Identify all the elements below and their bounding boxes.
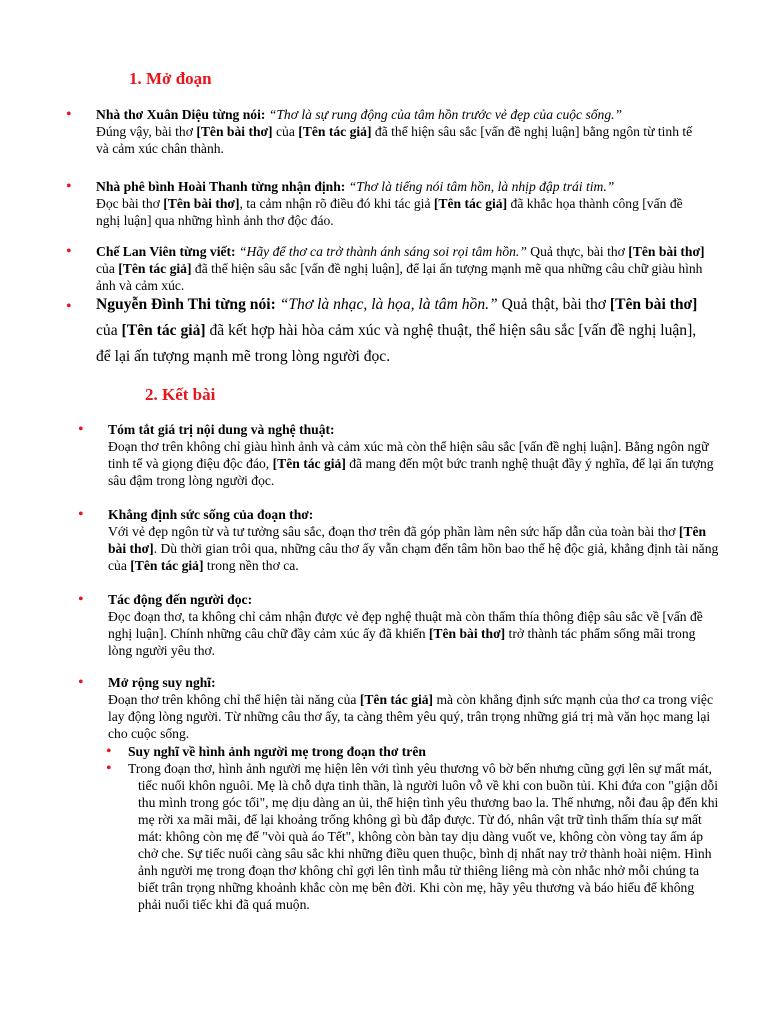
paragraph: Nguyễn Đình Thi từng nói: “Thơ là nhạc, là họa, là tâm hồn.” Quả thật, bài thơ [Tên bài thơ] của [Tên tác giả] đã kết hợp hài hòa cảm xúc và nghệ thuật, thể hiện sâu sắc [vấn đề nghị luận], để lại ấn tượng mạnh mẽ trong lòng người đọc. [96,296,698,365]
section-heading-ket-bai: 2. Kết bài [145,385,216,404]
bullet-icon: • [78,591,84,608]
list-item [78,591,718,674]
list-item [78,421,718,506]
list-item: • Suy nghĩ về hình ảnh người mẹ trong đoạn thơ trên [106,743,426,760]
paragraph: Tóm tắt giá trị nội dung và nghệ thuật: Đoạn thơ trên không chỉ giàu hình ảnh và cảm xúc mà còn thể hiện sâu sắc [vấn đề nghị luận]. Bằng ngôn ngữ tinh tế và giọng điệu độc đáo, [Tên tác giả] đã mang đến một bức tranh nghệ thuật đầy ý nghĩa, để lại ấn tượng sâu đậm trong lòng người đọc. [108,422,714,488]
bullet-icon: • [66,106,72,123]
paragraph: Nhà phê bình Hoài Thanh từng nhận định: “Thơ là tiếng nói tâm hồn, là nhịp đập trái tim.” Đọc bài thơ [Tên bài thơ], ta cảm nhận rõ điều đó khi tác giả [Tên tác giả] đã khắc họa thành công [vấn đề nghị luận] qua những hình ảnh thơ độc đáo. [96,179,683,228]
paragraph: Chế Lan Viên từng viết: “Hãy để thơ ca trở thành ánh sáng soi rọi tâm hồn.” Quả thực, bài thơ [Tên bài thơ] của [Tên tác giả] đã thể hiện sâu sắc [vấn đề nghị luận], để lại ấn tượng mạnh mẽ qua những câu chữ giàu hình ảnh và cảm xúc. [96,244,705,293]
paragraph: Nhà thơ Xuân Diệu từng nói: “Thơ là sự rung động của tâm hồn trước vẻ đẹp của cuộc sống.” Đúng vậy, bài thơ [Tên bài thơ] của [Tên tác giả] đã thể hiện sâu sắc [vấn đề nghị luận] bằng ngôn từ tinh tế và cảm xúc chân thành. [96,107,693,156]
list-item [66,295,706,375]
conclusion-bullet-list [78,421,718,974]
bullet-icon: • [78,506,84,523]
paragraph: Khẳng định sức sống của đoạn thơ: Với vẻ đẹp ngôn từ và tư tưởng sâu sắc, đoạn thơ trên đã góp phần làm nên sức hấp dẫn của toàn bài thơ [Tên bài thơ]. Dù thời gian trôi qua, những câu thơ ấy vẫn chạm đến tâm hồn bao thế hệ độc giả, khẳng định tài năng của [Tên tác giả] trong nền thơ ca. [108,507,719,573]
nested-bullet-list [108,743,720,913]
bullet-icon: • [66,243,72,260]
list-item [66,178,706,243]
intro-bullet-list [66,106,706,375]
bullet-icon: • [106,760,112,777]
bullet-icon: • [66,178,72,195]
paragraph-text: Trong đoạn thơ, hình ảnh người mẹ hiện lên với tình yêu thương vô bờ bến nhưng cũng gợi lên sự mất mát, tiếc nuối khôn nguôi. Mẹ là chỗ dựa tinh thần, là người luôn vỗ về khi con buồn tủi. Khi đứa con "giận dỗi thu mình trong góc tối", mẹ dịu dàng an ủi, thể hiện tình yêu thương bao la. Thế nhưng, nỗi đau ập đến khi mẹ rời xa mãi mãi, để lại khoảng trống không gì bù đắp được. Từ đó, nhân vật trữ tình thấm thía sự mất mát: không còn mẹ để "vòi quà áo Tết", không còn bàn tay dịu dàng vuốt ve, không còn vòng tay ấm áp chở che. Sự tiếc nuối càng sâu sắc khi những điều quen thuộc, bình dị nhất nay trở thành hoài niệm. Hình ảnh người mẹ trong đoạn thơ không chỉ gợi lên tình mẫu tử thiêng liêng mà còn nhắc nhở mỗi chúng ta biết trân trọng những khoảnh khắc còn mẹ bên đời. Khi còn mẹ, hãy yêu thương và báo hiếu để không phải nuối tiếc khi đã quá muộn. [128,761,719,912]
list-item [66,106,706,178]
list-item [108,760,720,913]
bullet-icon: • [78,421,84,438]
section-heading-mo-doan: 1. Mở đoạn [129,69,212,88]
list-item [78,506,718,591]
list-item [66,243,706,295]
paragraph: Tác động đến người đọc: Đọc đoạn thơ, ta không chỉ cảm nhận được vẻ đẹp nghệ thuật mà còn thấm thía thông điệp sâu sắc về [vấn đề nghị luận]. Chính những câu chữ đầy cảm xúc ấy đã khiến [Tên bài thơ] trở thành tác phẩm sống mãi trong lòng người yêu thơ. [108,592,703,658]
paragraph: Mở rộng suy nghĩ: Đoạn thơ trên không chỉ thể hiện tài năng của [Tên tác giả] mà còn khẳng định sức mạnh của thơ ca trong việc lay động lòng người. Từ những câu thơ ấy, ta càng thêm yêu quý, trân trọng những giá trị mà văn học mang lại cho cuộc sống. • Suy nghĩ về hình ảnh người mẹ trong đoạn thơ trên • Trong đoạn thơ, hình ảnh người mẹ hiện lên với tình yêu thương vô bờ bến nhưng cũng gợi lên sự mất mát, tiếc nuối khôn nguôi. Mẹ là chỗ dựa tinh thần, là người luôn vỗ về khi con buồn tủi. Khi đứa con "giận dỗi thu mình trong góc tối", mẹ dịu dàng an ủi, thể hiện tình yêu thương bao la. Thế nhưng, nỗi đau ập đến khi mẹ rời xa mãi mãi, để lại khoảng trống không gì bù đắp được. Từ đó, nhân vật trữ tình thấm thía sự mất mát: không còn mẹ để "vòi quà áo Tết", không còn bàn tay dịu dàng vuốt ve, không còn vòng tay ấm áp chở che. Sự tiếc nuối càng sâu sắc khi những điều quen thuộc, bình dị nhất nay trở thành hoài niệm. Hình ảnh người mẹ trong đoạn thơ không chỉ gợi lên tình mẫu tử thiêng liêng mà còn nhắc nhở mỗi chúng ta biết trân trọng những khoảnh khắc còn mẹ bên đời. Khi còn mẹ, hãy yêu thương và báo hiếu để không phải nuối tiếc khi đã quá muộn. [106,675,719,912]
bullet-icon: • [78,674,84,691]
bullet-icon: • [66,298,72,315]
bullet-icon: • [106,743,112,760]
list-item [78,674,718,974]
